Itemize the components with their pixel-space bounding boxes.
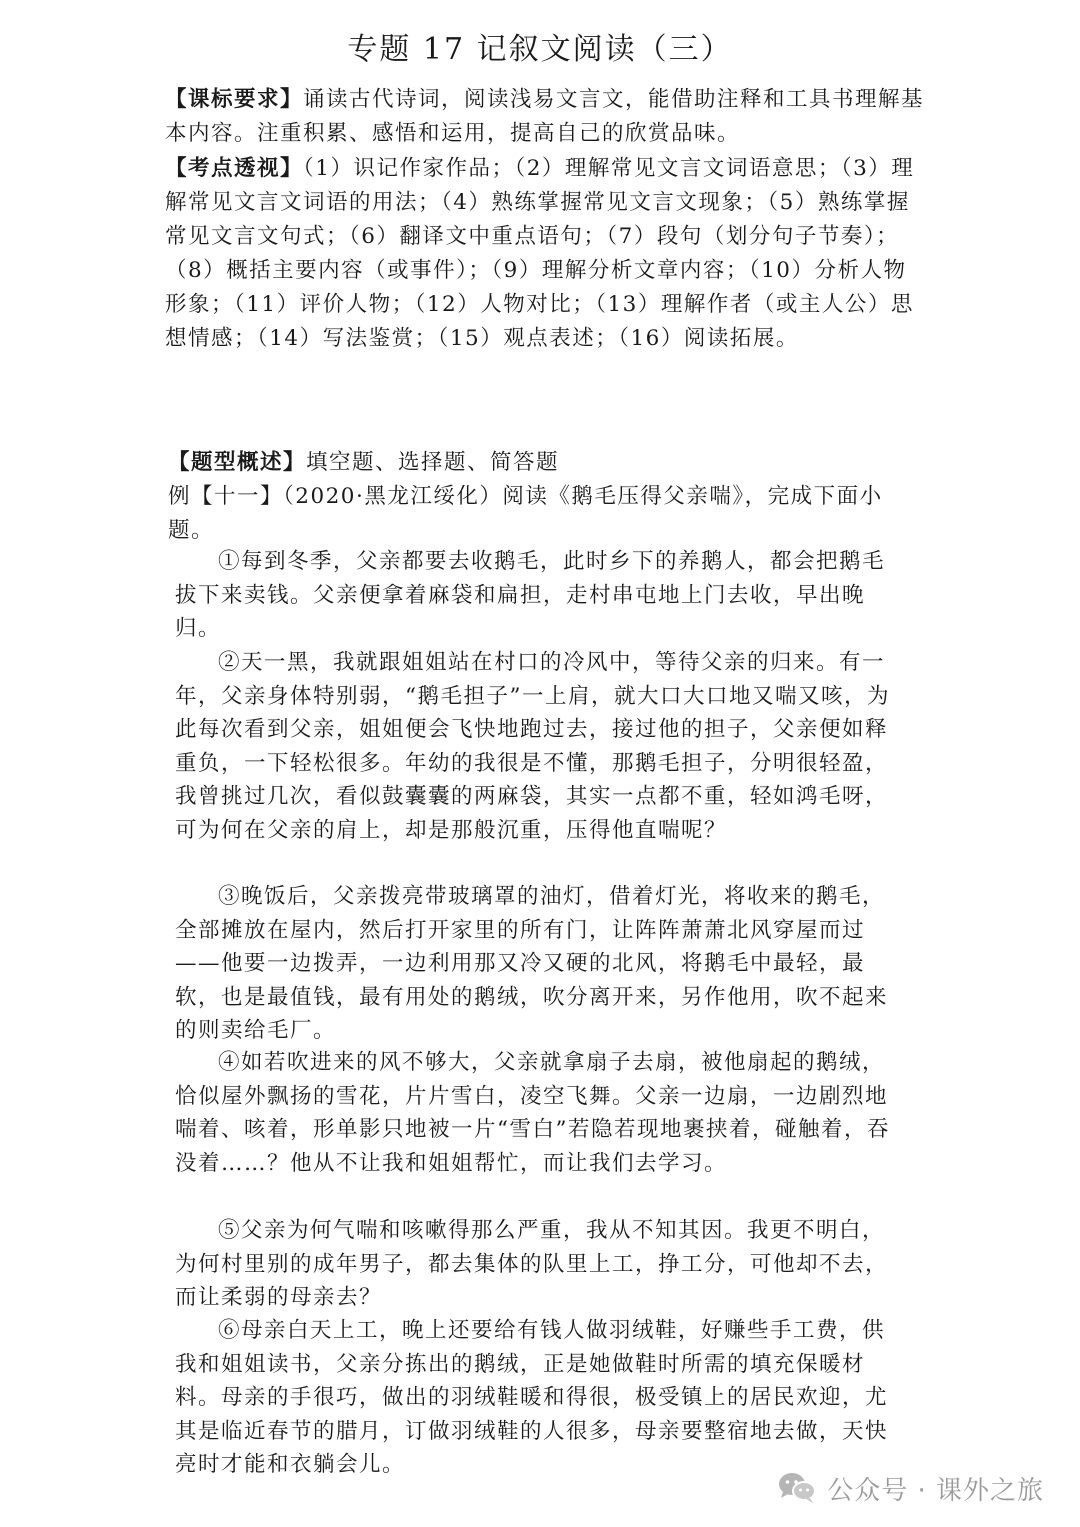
page-title: 专题 17 记叙文阅读（三） — [347, 32, 733, 67]
watermark-text: 公众号 · 课外之旅 — [827, 1475, 1044, 1506]
curriculum-section — [165, 83, 925, 151]
test-points-tag: 【考点透视】 — [165, 156, 304, 181]
test-points-text: （1）识记作家作品；（2）理解常见文言文词语意思；（3）理解常见文言文词语的用法；（4）熟练掌握常见文言文现象；（5）熟练掌握常见文言文句式；（6）翻译文中重点语句；（7）段句（划分句子节奏）；（8）概括主要内容（或事件）；（9）理解分析文章内容；（10）分析人物形象；（11）评价人物；（12）人物对比；（13）理解作者（或主人公）思想情感；（14）写法鉴赏；（15）观点表述；（16）阅读拓展。 — [165, 156, 915, 351]
example-heading — [168, 480, 898, 548]
question-types-tag: 【题型概述】 — [168, 450, 307, 475]
question-types-section — [168, 446, 928, 480]
paragraph-3: ③晚饭后，父亲拨亮带玻璃罩的油灯，借着灯光，将收来的鹅毛，全部摊放在屋内，然后打开家里的所有门，让阵阵萧萧北风穿屋而过——他要一边拨弄，一边利用那又冷又硬的北风，将鹅毛中最轻，最软，也是最值钱，最有用处的鹅绒，吹分离开来，另作他用，吹不起来的则卖给毛厂。 — [175, 884, 889, 1043]
paragraph-4: ④如若吹进来的风不够大，父亲就拿扇子去扇，被他扇起的鹅绒，恰似屋外飘扬的雪花，片片雪白，凌空飞舞。父亲一边扇，一边剧烈地喘着、咳着，形单影只地被一片“雪白”若隐若现地裹挟着，碰触着，吞没着……？他从不让我和姐姐帮忙，而让我们去学习。 — [175, 1050, 890, 1176]
curriculum-text: 诵读古代诗词，阅读浅易文言文，能借助注释和工具书理解基本内容。注重积累、感悟和运用，提高自己的欣赏品味。 — [165, 87, 925, 146]
example-text: （2020·黑龙江绥化）阅读《鹅毛压得父亲喘》，完成下面小题。 — [168, 484, 883, 543]
paragraph-6: ⑥母亲白天上工，晚上还要给有钱人做羽绒鞋，好赚些手工费，供我和姐姐读书，父亲分拣出的鹅绒，正是她做鞋时所需的填充保暖材料。母亲的手很巧，做出的羽绒鞋暖和得很，极受镇上的居民欢迎，尤其是临近春节的腊月，订做羽绒鞋的人很多，母亲要整宿地去做，天快亮时才能和衣躺会儿。 — [175, 1318, 889, 1477]
watermark — [777, 1468, 1044, 1508]
question-types-text: 填空题、选择题、简答题 — [306, 450, 560, 475]
paragraph-5: ⑤父亲为何气喘和咳嗽得那么严重，我从不知其因。我更不明白，为何村里别的成年男子，都去集体的队里上工，挣工分，可他却不去，而让柔弱的母亲去？ — [175, 1218, 889, 1310]
wechat-icon — [777, 1471, 817, 1505]
example-label: 例【十一】 — [168, 484, 284, 509]
test-points-section — [165, 152, 925, 356]
paragraph-2: ②天一黑，我就跟姐姐站在村口的冷风中，等待父亲的归来。有一年，父亲身体特别弱，“鹅毛担子”一上肩，就大口大口地又喘又咳，为此每次看到父亲，姐姐便会飞快地跑过去，接过他的担子，父亲便如释重负，一下轻松很多。年幼的我很是不懂，那鹅毛担子，分明很轻盈，我曾挑过几次，看似鼓囊囊的两麻袋，其实一点都不重，轻如鸿毛呀，可为何在父亲的肩上，却是那般沉重，压得他直喘呢？ — [175, 650, 890, 843]
curriculum-tag: 【课标要求】 — [165, 87, 304, 112]
paragraph-1: ①每到冬季，父亲都要去收鹅毛，此时乡下的养鹅人，都会把鹅毛拔下来卖钱。父亲便拿着麻袋和扁担，走村串屯地上门去收，早出晚归。 — [175, 549, 886, 641]
